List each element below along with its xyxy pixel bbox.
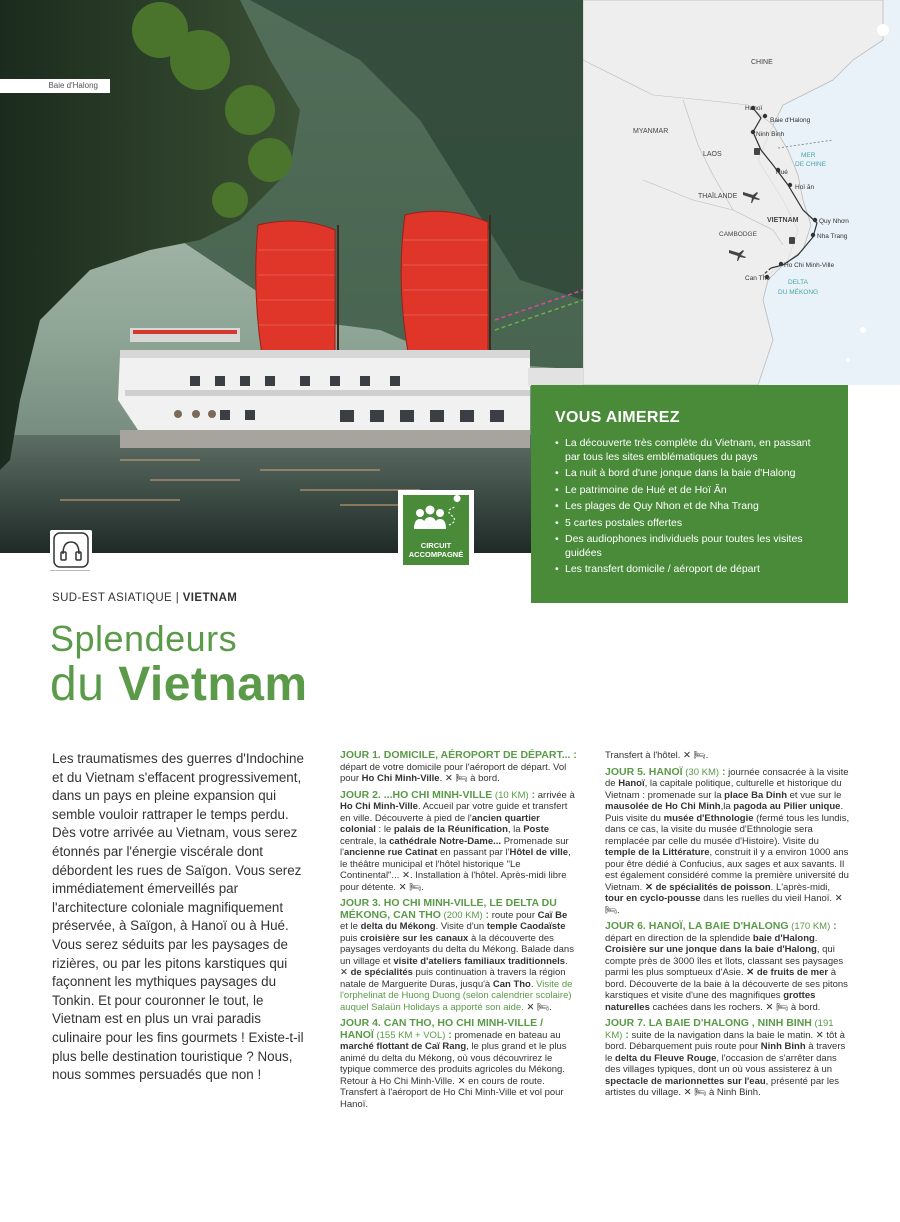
map-city-ninhbinh: Ninh Binh — [756, 131, 785, 138]
day-heading: JOUR 4. CAN THO, HO CHI MINH-VILLE / HANOÏ — [340, 1017, 544, 1041]
itinerary-column-1 — [340, 750, 577, 1115]
map-city-nhatrang: Nha Trang — [817, 233, 848, 240]
highlight-item: • Le patrimoine de Hué et de Hoï Ăn — [555, 484, 828, 498]
day-4: JOUR 4. CAN THO, HO CHI MINH-VILLE / HANOÏ (155 KM + VOL) : promenade en bateau au marché flottant de Caï Rang, le plus grand et le plus animé du delta du Mékong, où vous découvrirez le typique commerce des produits agricoles du Mékong. Retour à Ho Chi Minh-Ville. ✕ en cours de route. Transfert à l'aéroport de Ho Chi Minh-Ville et vol pour Hanoï. — [340, 1017, 567, 1110]
highlight-item: • Des audiophones individuels pour toutes les visites guidées — [555, 533, 828, 560]
map-label-delta-2: DU MÉKONG — [778, 289, 819, 296]
map-label-thailand: THAÏLANDE — [698, 193, 738, 200]
breadcrumb — [52, 592, 237, 604]
page-title-line2 — [50, 657, 308, 712]
map-city-hanoi: Hanoï — [745, 105, 763, 112]
highlights-box — [531, 385, 848, 603]
circuit-label-line1: CIRCUIT — [420, 541, 452, 550]
intro-paragraph: Les traumatismes des guerres d'Indochine et du Vietnam s'effacent progressivement, dans un pays en pleine expansion qui semble vouloir rattraper le temps perdu. Dès votre arrivée au Vietnam, vous serez étonnés par l'énergie viscérale dont débordent les rues de Saïgon. Vous serez immédiatement émerveillés par l'architecture coloniale magnifiquement préservée, à Saïgon, à Hanoï ou à Hué. Vous serez séduits par les paysages de rizières, ou par les pitons karstiques qui façonnent les mythiques paysages du Tonkin. Et pour couronner le tout, le Vietnam est en plus un vrai paradis culinaire pour les fins gourmets ! Existe-t-il plus belle destination touristique ? Nous, nous sommes persuadés que non ! — [52, 751, 304, 1083]
circuit-badge — [398, 490, 474, 570]
circuit-badge-inner — [403, 495, 469, 565]
breadcrumb-country: VIETNAM — [182, 592, 238, 604]
day-4-continued: Transfert à l'hôtel. ✕ 🛏. — [605, 750, 709, 761]
day-2: JOUR 2. ...HO CHI MINH-VILLE (10 KM) : arrivée à Ho Chi Minh-Ville. Accueil par votre guide et transfert en ville. Découverte à pied de l'ancien quartier colonial : le palais de la Réunification, la Poste centrale, la cathédrale Notre-Dame... Promenade sur l'ancienne rue Catinat en passant par l'Hôtel de ville, le théâtre municipal et l'hôtel historique "Le Continental"... ✕. Installation à l'hôtel. Après-midi libre pour détente. ✕ 🛏. — [340, 788, 575, 893]
title-du: du — [50, 658, 119, 711]
map-city-quynhon: Quy Nhơn — [819, 218, 849, 225]
highlights-list — [555, 437, 828, 577]
day-3: JOUR 3. HO CHI MINH-VILLE, LE DELTA DU MÉKONG, CAN THO (200 KM) : route pour Caï Be et le delta du Mékong. Visite d'un temple Caodaïste puis croisière sur les canaux à la découverte des paysages verdoyants du delta du Mékong. Balade dans un village et visite d'ateliers familiaux traditionnels. ✕ de spécialités puis continuation à travers la région natale de Marguerite Duras, jusqu'à Can Tho. Visite de l'orphelinat de Huong Duong (selon calendrier scolaire) auquel Salaün Holidays a apporté son aide. ✕ 🛏. — [340, 897, 574, 1013]
page-title-line1: Splendeurs — [50, 618, 238, 659]
map-label-vietnam: VIETNAM — [767, 217, 799, 224]
map-label-myanmar: MYANMAR — [633, 128, 669, 135]
map-label-cambodia: CAMBODGE — [719, 231, 757, 238]
day-heading: JOUR 2. ...HO CHI MINH-VILLE — [340, 788, 493, 801]
day-5: JOUR 5. HANOÏ (30 KM) : journée consacrée à la visite de Hanoï, la capitale politique, culturelle et historique du Vietnam : promenade sur la place Ba Dinh et vue sur le mausolée de Ho Chi Minh,la pagoda au Pilier unique. Puis visite du musée d'Ethnologie (fermé tous les lundis, dans ce cas, la visite du musée d'Ethnologie sera remplacée par celle du musée d'Histoire). Visite du temple de la Littérature, construit il y a environ 1000 ans pour être dédié à Confucius, aux sages et aux savants. Il est également considéré comme la première université du Vietnam. ✕ de spécialités de poisson. L'après-midi, tour en cyclo-pousse dans les ruelles du vieil Hanoï. ✕ 🛏. — [605, 765, 850, 916]
day-6: JOUR 6. HANOÏ, LA BAIE D'HALONG (170 KM) : départ en direction de la splendide baie d'Halong. Croisière sur une jonque dans la baie d'Halong, qui compte près de 3000 îles et îlots, classant ses paysages parmi les plus somptueux d'Asie. ✕ de fruits de mer à bord. Découverte de la baie à la découverte de ses pitons karstiques et visite d'une des magnifiques grottes naturelles cachées dans les rochers. ✕ 🛏 à bord. — [605, 920, 848, 1013]
map-city-halong: Baie d'Halong — [770, 117, 811, 124]
itinerary-column-2 — [605, 750, 850, 1104]
highlight-item: • Les transfert domicile / aéroport de départ — [555, 563, 828, 577]
highlight-item: • Les plages de Quy Nhon et de Nha Trang — [555, 500, 828, 514]
breadcrumb-region: SUD-EST ASIATIQUE — [52, 592, 173, 604]
map-city-hue: Hué — [776, 169, 788, 176]
photo-caption: Baie d'Halong — [0, 79, 110, 93]
highlight-item: • La découverte très complète du Vietnam, en passant par tous les sites emblématiques du pays — [555, 437, 828, 464]
vietnam-map — [583, 0, 900, 385]
highlights-title: VOUS AIMEREZ — [555, 409, 680, 426]
map-city-hcmc: Ho Chi Minh-Ville — [784, 262, 835, 269]
map-label-sea-1: MER — [801, 152, 816, 159]
day-heading: JOUR 5. HANOÏ — [605, 765, 683, 778]
breadcrumb-separator: | — [175, 592, 180, 604]
map-label-delta-1: DELTA — [788, 279, 808, 286]
divider — [50, 570, 90, 571]
day-7: JOUR 7. LA BAIE D'HALONG , NINH BINH (191 KM) : suite de la navigation dans la baie le matin. ✕ tôt à bord. Débarquement puis route pour Ninh Binh à travers le delta du Fleuve Rouge, l'occasion de s'arrêter dans des villages typiques, dont un où vous assisterez à un spectacle de marionnettes sur l'eau, présenté par les artistes du village. ✕ 🛏 à Ninh Binh. — [605, 1017, 846, 1098]
map-label-sea-2: DE CHINE — [795, 161, 827, 168]
day-1: JOUR 1. DOMICILE, AÉROPORT DE DÉPART... : départ de votre domicile pour l'aéroport de départ. Vol pour Ho Chi Minh-Ville. ✕ 🛏 à bord. — [340, 749, 577, 784]
circuit-label-line2: ACCOMPAGNÉ — [408, 550, 464, 559]
map-label-laos: LAOS — [703, 151, 722, 158]
title-country: Vietnam — [118, 658, 308, 711]
day-heading: JOUR 1. DOMICILE, AÉROPORT DE DÉPART... : — [340, 749, 577, 761]
circuit-label — [403, 541, 469, 559]
day-heading: JOUR 3. HO CHI MINH-VILLE, LE DELTA DU MÉKONG, CAN THO — [340, 897, 557, 921]
map-label-china: CHINE — [751, 59, 773, 66]
audioguide-badge — [50, 530, 92, 570]
headphones-icon — [50, 530, 92, 570]
map-city-cantho: Can Tho — [745, 275, 770, 282]
day-heading: JOUR 6. HANOÏ, LA BAIE D'HALONG — [605, 920, 789, 932]
highlight-item: • La nuit à bord d'une jonque dans la baie d'Halong — [555, 467, 828, 481]
group-route-icon — [403, 495, 469, 541]
highlight-item: • 5 cartes postales offertes — [555, 517, 828, 531]
route-map — [583, 0, 900, 385]
map-city-hoian: Hoï ăn — [795, 184, 815, 191]
day-heading: JOUR 7. LA BAIE D'HALONG , NINH BINH — [605, 1017, 812, 1029]
